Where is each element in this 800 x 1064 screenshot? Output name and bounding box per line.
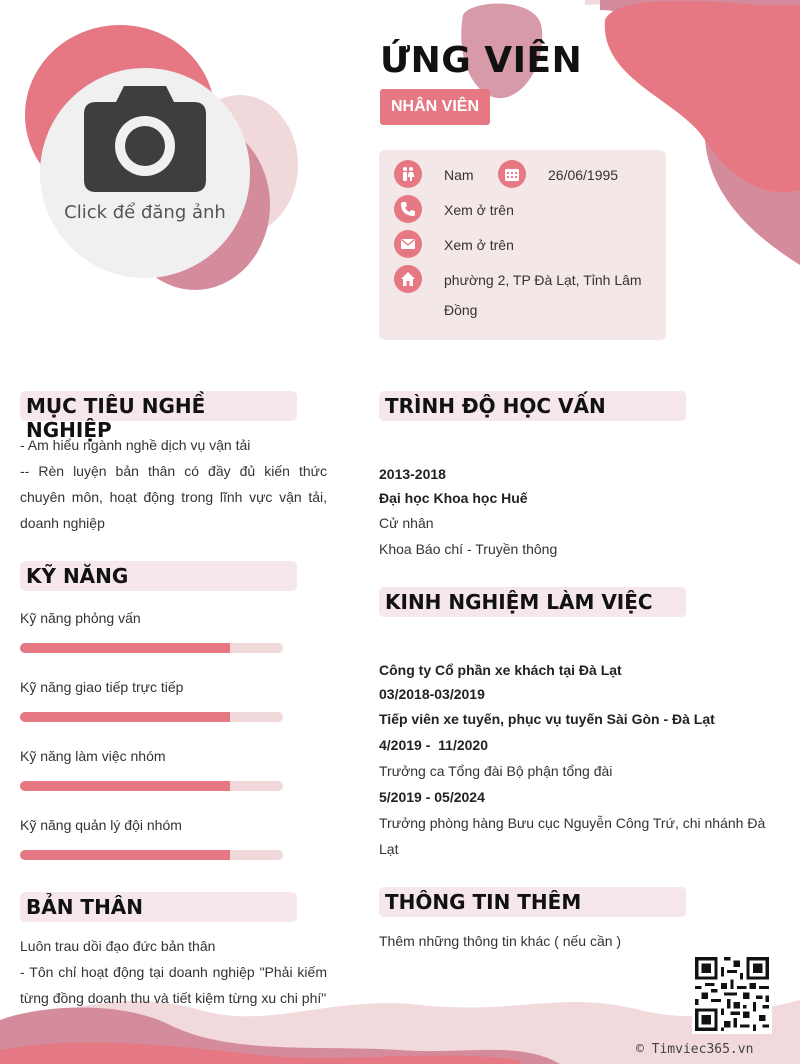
email-value: Xem ở trên (444, 237, 514, 253)
role-badge: NHÂN VIÊN (380, 89, 490, 125)
education-major: Khoa Báo chí - Truyền thông (379, 541, 558, 557)
phone-value: Xem ở trên (444, 202, 514, 218)
skill-bar (20, 781, 283, 791)
objective-section-header (20, 391, 297, 442)
skill-bar (20, 643, 283, 653)
objective-title: MỤC TIÊU NGHỀ NGHIỆP (26, 394, 206, 442)
education-period: 2013-2018 (379, 466, 446, 482)
email-icon (394, 230, 422, 258)
education-degree: Cử nhân (379, 515, 434, 531)
calendar-icon (498, 160, 526, 188)
experience-period: 03/2018-03/2019 (379, 686, 485, 702)
experience-period: 5/2019 - 05/2024 (379, 789, 485, 805)
skill-bar-fill (20, 781, 230, 791)
address-line-2: Đồng (444, 302, 478, 318)
about-section-header (20, 892, 297, 922)
experience-title-line: Trưởng phòng hàng Bưu cục Nguyễn Công Trứ, chi nhánh Đà Lạt (379, 815, 766, 857)
extra-title: THÔNG TIN THÊM (385, 890, 582, 914)
skill-bar-fill (20, 850, 230, 860)
skill-bar (20, 712, 283, 722)
candidate-name: ỨNG VIÊN (380, 40, 583, 81)
contact-card (379, 150, 666, 340)
skill-bar-fill (20, 643, 230, 653)
experience-company: Công ty Cổ phần xe khách tại Đà Lạt (379, 662, 622, 678)
experience-section-header (379, 587, 686, 617)
extra-section-header (379, 887, 686, 917)
skill-name: Kỹ năng phỏng vấn (20, 610, 141, 626)
skill-name: Kỹ năng quản lý đội nhóm (20, 817, 182, 833)
skill-bar (20, 850, 283, 860)
education-section-header (379, 391, 686, 421)
address-line-1: phường 2, TP Đà Lạt, Tỉnh Lâm (444, 272, 642, 288)
phone-icon (394, 195, 422, 223)
gender-value: Nam (444, 167, 474, 183)
skill-bar-fill (20, 712, 230, 722)
extra-text: Thêm những thông tin khác ( nếu cần ) (379, 933, 622, 949)
education-school: Đại học Khoa học Huế (379, 490, 528, 506)
experience-title-line: Trưởng ca Tổng đài Bộ phận tổng đài (379, 763, 613, 779)
gender-icon (394, 160, 422, 188)
experience-title-line: Tiếp viên xe tuyến, phục vụ tuyến Sài Gòn - Đà Lạt (379, 711, 715, 727)
experience-period: 4/2019 - 11/2020 (379, 737, 488, 753)
skill-name: Kỹ năng giao tiếp trực tiếp (20, 679, 184, 695)
photo-upload-label: Click để đăng ảnh (64, 202, 226, 223)
skills-section-header (20, 561, 297, 591)
objective-line-1: - Am hiểu ngành nghề dịch vụ vận tải (20, 437, 251, 453)
qr-code-icon (692, 954, 772, 1034)
skills-title: KỸ NĂNG (26, 564, 129, 588)
camera-icon (82, 82, 208, 194)
experience-title: KINH NGHIỆM LÀM VIỆC (385, 590, 653, 614)
about-title: BẢN THÂN (26, 895, 144, 919)
education-title: TRÌNH ĐỘ HỌC VẤN (385, 394, 606, 418)
about-line-2: - Tôn chỉ hoạt động tại doanh nghiệp "Phải kiếm từng đồng doanh thu và tiết kiệm từng xu chi phí" (20, 964, 327, 1006)
footer-watermark: © Timviec365.vn (636, 1042, 754, 1057)
photo-upload[interactable] (40, 68, 250, 278)
home-icon (394, 265, 422, 293)
objective-line-2: -- Rèn luyện bản thân có đầy đủ kiến thức chuyên môn, hoạt động trong lĩnh vực vận tải, doanh nghiệp (20, 463, 327, 531)
about-line-1: Luôn trau dồi đạo đức bản thân (20, 938, 216, 954)
skill-name: Kỹ năng làm việc nhóm (20, 748, 166, 764)
birthday-value: 26/06/1995 (548, 167, 619, 183)
